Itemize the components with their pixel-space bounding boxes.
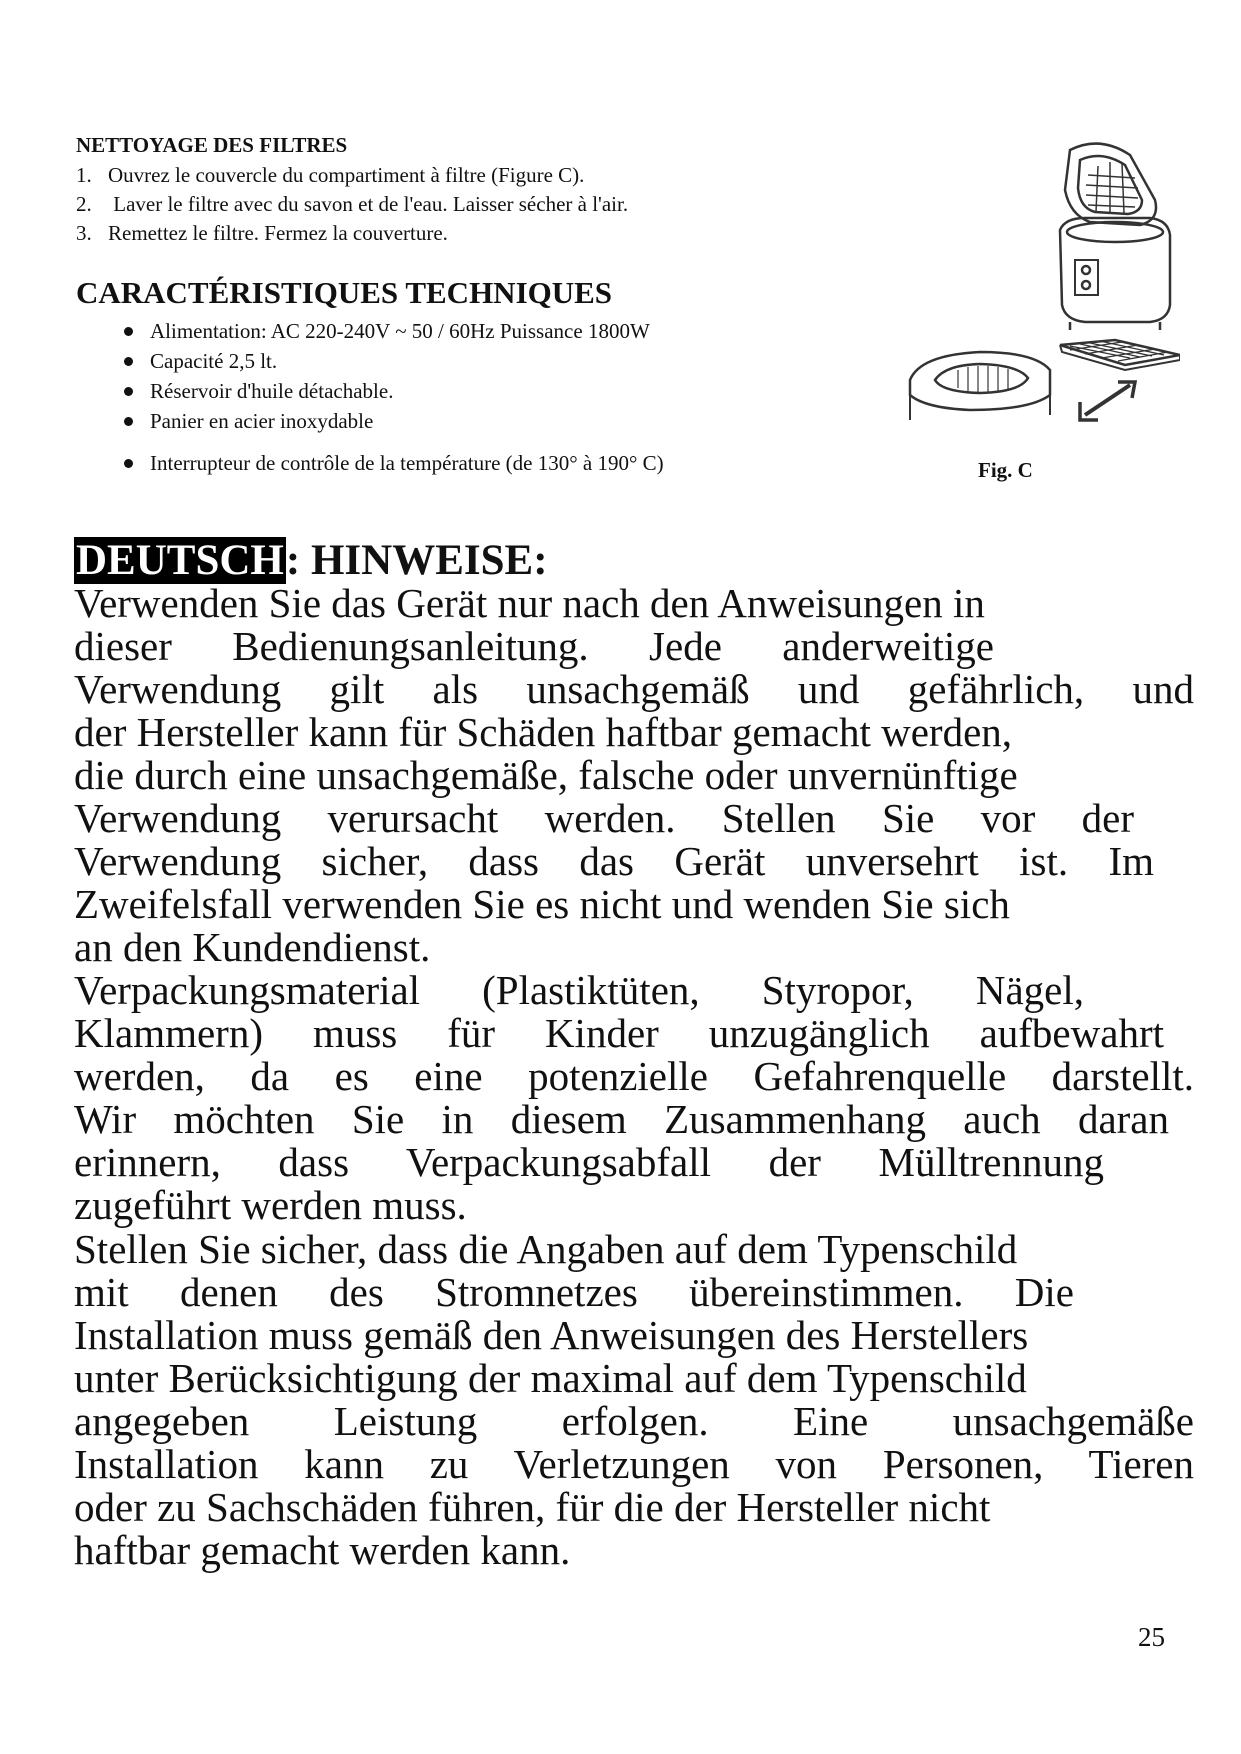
text-line: Installation muss gemäß den Anweisungen des Herstellers <box>74 1312 1029 1358</box>
lid-illustration <box>1065 144 1156 225</box>
bullet-icon <box>124 327 133 336</box>
text-line: Klammern) muss für Kinder unzugänglich aufbewahrt <box>74 1010 1164 1056</box>
fryer-body-illustration <box>1060 218 1170 330</box>
text-line: erinnern, dass Verpackungsabfall der Mülltrennung <box>74 1139 1104 1185</box>
list-item: Alimentation: AC 220-240V ~ 50 / 60Hz Puissance 1800W <box>122 316 664 346</box>
list-item: Interrupteur de contrôle de la température (de 130° à 190° C) <box>122 448 664 478</box>
text-line: Zweifelsfall verwenden Sie es nicht und wenden Sie sich <box>74 881 1010 927</box>
bullet-icon <box>124 459 133 468</box>
text-line: werden, da es eine potenzielle Gefahrenquelle darstellt. <box>74 1053 1194 1099</box>
arrow-icon <box>1080 382 1135 420</box>
bullet-icon <box>124 417 133 426</box>
text-line: Stellen Sie sicher, dass die Angaben auf dem Typenschild <box>74 1226 1018 1272</box>
text-line: Installation kann zu Verletzungen von Personen, Tieren <box>74 1441 1194 1487</box>
text-line: Verwendung gilt als unsachgemäß und gefährlich, und <box>74 666 1194 712</box>
text-line: der Hersteller kann für Schäden haftbar gemacht werden, <box>74 709 1013 755</box>
text-line: die durch eine unsachgemäße, falsche oder unvernünftige <box>74 752 1018 798</box>
fryer-figure <box>870 130 1180 460</box>
list-item: Panier en acier inoxydable <box>122 406 664 436</box>
text-line: dieser Bedienungsanleitung. Jede anderweitige <box>74 623 994 669</box>
text-line: Verwendung sicher, dass das Gerät unversehrt ist. Im <box>74 838 1154 884</box>
paragraph <box>74 969 1194 1227</box>
text-line: Verpackungsmaterial (Plastiktüten, Styropor, Nägel, <box>74 967 1084 1013</box>
text-line: Wir möchten Sie in diesem Zusammenhang auch daran <box>74 1096 1169 1142</box>
list-item: Capacité 2,5 lt. <box>122 346 664 376</box>
list-item: 2. Laver le filtre avec du savon et de l'eau. Laisser sécher à l'air. <box>76 192 629 216</box>
filters-title: NETTOYAGE DES FILTRES <box>76 133 348 157</box>
paragraph <box>74 1228 1194 1572</box>
bullet-icon <box>124 387 133 396</box>
text-line: Verwenden Sie das Gerät nur nach den Anweisungen in <box>74 580 985 626</box>
section-heading: DEUTSCH: HINWEISE: <box>76 537 548 584</box>
filters-steps <box>76 161 628 248</box>
text-line: an den Kundendienst. <box>74 924 431 970</box>
specs-list <box>122 316 664 478</box>
bullet-icon <box>124 357 133 366</box>
language-label: DEUTSCH <box>76 537 284 584</box>
text-line: oder zu Sachschäden führen, für die der Hersteller nicht <box>74 1484 991 1530</box>
specs-title: CARACTÉRISTIQUES TECHNIQUES <box>76 275 613 310</box>
text-line: mit denen des Stromnetzes übereinstimmen. Die <box>74 1269 1074 1315</box>
list-item: Réservoir d'huile détachable. <box>122 376 664 406</box>
text-line: haftbar gemacht werden kann. <box>74 1527 571 1573</box>
page-number: 25 <box>1138 1622 1165 1652</box>
paragraph <box>74 582 1194 969</box>
list-item: 1. Ouvrez le couvercle du compartiment à filtre (Figure C). <box>76 163 585 187</box>
text-line: unter Berücksichtigung der maximal auf dem Typenschild <box>74 1355 1027 1401</box>
figure-label: Fig. C <box>978 458 1033 482</box>
filter-grid-illustration <box>1060 340 1180 370</box>
fryer-top-illustration <box>910 352 1050 420</box>
text-line: angegeben Leistung erfolgen. Eine unsachgemäße <box>74 1398 1194 1444</box>
text-line: Verwendung verursacht werden. Stellen Sie vor der <box>74 795 1134 841</box>
list-item: 3. Remettez le filtre. Fermez la couverture. <box>76 221 448 245</box>
text-line: zugeführt werden muss. <box>74 1182 467 1228</box>
